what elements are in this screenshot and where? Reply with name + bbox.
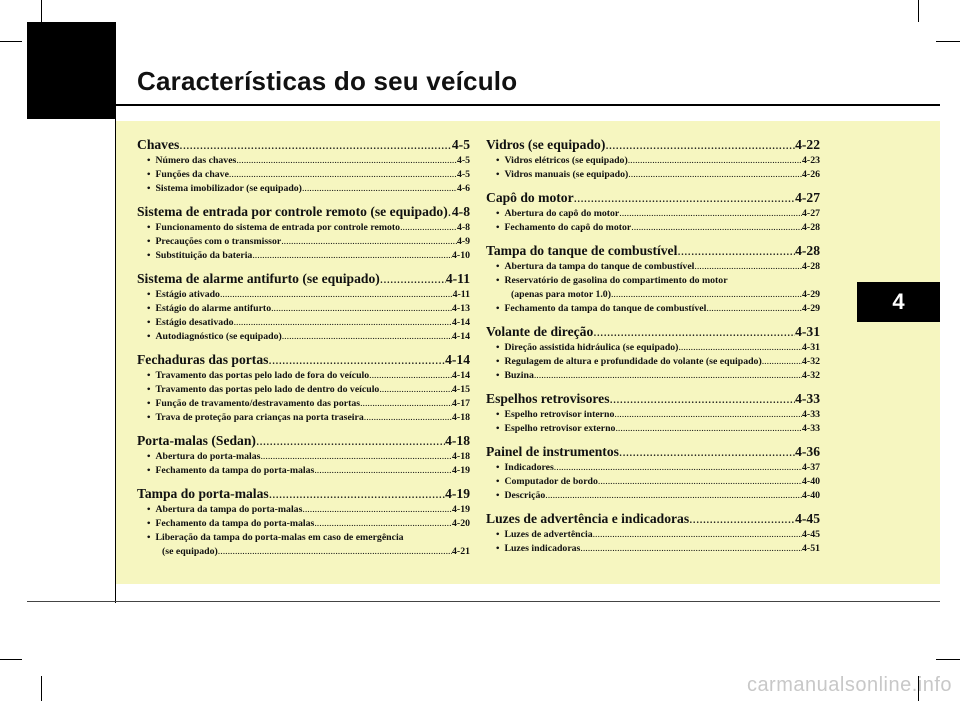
bullet: • bbox=[147, 331, 151, 342]
toc-entry-page: 4-36 bbox=[795, 444, 820, 459]
bullet: • bbox=[147, 398, 151, 409]
toc-subentry-title: Número das chaves bbox=[155, 155, 237, 166]
toc-subentry-continued[interactable] bbox=[137, 545, 470, 559]
dot-leader bbox=[229, 168, 457, 182]
toc-subentry[interactable] bbox=[137, 168, 470, 182]
toc-subentry[interactable] bbox=[137, 154, 470, 168]
toc-entry-page: 4-45 bbox=[795, 511, 820, 526]
bullet: • bbox=[496, 476, 500, 487]
toc-entry[interactable] bbox=[486, 242, 820, 260]
crop-mark bbox=[918, 0, 919, 22]
toc-subentry-title: Abertura do porta-malas bbox=[155, 451, 261, 462]
toc-subentry[interactable] bbox=[137, 249, 470, 263]
dot-leader bbox=[260, 450, 452, 464]
bullet: • bbox=[147, 155, 151, 166]
toc-entry[interactable] bbox=[137, 136, 470, 154]
bullet: • bbox=[496, 303, 500, 314]
bullet: • bbox=[496, 222, 500, 233]
toc-subentry-page: 4-18 bbox=[452, 451, 470, 462]
toc-subentry-page: 4-28 bbox=[802, 261, 820, 272]
dot-leader bbox=[611, 288, 802, 302]
toc-entry[interactable] bbox=[137, 203, 470, 221]
toc-section bbox=[137, 485, 470, 559]
toc-subentry[interactable] bbox=[137, 182, 470, 196]
toc-entry-title: Tampa do porta-malas bbox=[137, 486, 269, 501]
toc-column-right bbox=[486, 136, 820, 563]
toc-subentry-page: 4-14 bbox=[452, 317, 470, 328]
toc-subentry[interactable] bbox=[486, 461, 820, 475]
toc-section bbox=[486, 510, 820, 556]
bullet: • bbox=[496, 356, 500, 367]
dot-leader bbox=[706, 302, 802, 316]
toc-subentry-page: 4-32 bbox=[802, 370, 820, 381]
dot-leader bbox=[628, 168, 802, 182]
toc-entry[interactable] bbox=[137, 351, 470, 369]
toc-entry-page: 4-11 bbox=[445, 271, 470, 286]
dot-leader bbox=[400, 221, 457, 235]
toc-entry-page: 4-19 bbox=[445, 486, 470, 501]
toc-section bbox=[486, 323, 820, 383]
dot-leader bbox=[369, 369, 452, 383]
toc-subentry-page: 4-37 bbox=[802, 462, 820, 473]
toc-entry-title: Espelhos retrovisores bbox=[486, 391, 610, 406]
toc-subentry-page: 4-11 bbox=[452, 289, 470, 300]
toc-subentry[interactable] bbox=[486, 422, 820, 436]
toc-subentry-title: Vidros manuais (se equipado) bbox=[504, 169, 629, 180]
toc-subentry-page: 4-21 bbox=[452, 546, 470, 557]
toc-entry[interactable] bbox=[137, 270, 470, 288]
bullet: • bbox=[147, 303, 151, 314]
toc-subentry[interactable] bbox=[486, 260, 820, 274]
toc-subentry-page: 4-15 bbox=[452, 384, 470, 395]
toc-subentry-title: Abertura da tampa do porta-malas bbox=[155, 504, 303, 515]
dot-leader bbox=[580, 542, 802, 556]
dot-leader bbox=[364, 411, 452, 425]
toc-subentry[interactable] bbox=[486, 341, 820, 355]
toc-subentry-title: Direção assistida hidráulica (se equipado) bbox=[504, 342, 679, 353]
bullet: • bbox=[496, 490, 500, 501]
toc-subentry[interactable] bbox=[486, 369, 820, 383]
toc-subentry-continued[interactable] bbox=[486, 288, 820, 302]
toc-entry[interactable] bbox=[486, 323, 820, 341]
bullet: • bbox=[496, 342, 500, 353]
toc-subentry-page: 4-26 bbox=[802, 169, 820, 180]
bullet: • bbox=[147, 183, 151, 194]
bullet: • bbox=[147, 451, 151, 462]
bullet: • bbox=[147, 317, 151, 328]
toc-subentry-page: 4-19 bbox=[452, 465, 470, 476]
dot-leader bbox=[268, 351, 445, 369]
toc-subentry[interactable] bbox=[137, 503, 470, 517]
toc-subentry-title: Vidros elétricos (se equipado) bbox=[504, 155, 628, 166]
toc-subentry-title: Fechamento da tampa do tanque de combustível bbox=[504, 303, 707, 314]
toc-subentry[interactable] bbox=[486, 168, 820, 182]
toc-subentry[interactable] bbox=[137, 531, 470, 545]
toc-subentry[interactable] bbox=[137, 450, 470, 464]
bullet: • bbox=[496, 370, 500, 381]
toc-subentry-title: Computador de bordo bbox=[504, 476, 598, 487]
bullet: • bbox=[147, 289, 151, 300]
dot-leader bbox=[218, 545, 452, 559]
toc-entry[interactable] bbox=[137, 485, 470, 503]
bullet: • bbox=[496, 275, 500, 286]
toc-subentry-title: Estágio ativado bbox=[155, 289, 220, 300]
toc-entry-page: 4-8 bbox=[451, 204, 470, 219]
toc-entry-title: Sistema de alarme antifurto (se equipado) bbox=[137, 271, 380, 286]
dot-leader bbox=[269, 485, 445, 503]
toc-subentry[interactable] bbox=[137, 330, 470, 344]
header-rule bbox=[116, 104, 940, 106]
toc-subentry-title: Luzes indicadoras bbox=[504, 543, 581, 554]
toc-subentry-page: 4-45 bbox=[802, 529, 820, 540]
toc-entry-title: Fechaduras das portas bbox=[137, 352, 269, 367]
toc-entry[interactable] bbox=[486, 189, 820, 207]
chapter-tab[interactable] bbox=[857, 282, 940, 322]
toc-subentry[interactable] bbox=[486, 302, 820, 316]
toc-subentry-title: Espelho retrovisor interno bbox=[504, 409, 615, 420]
toc-subentry-page: 4-17 bbox=[452, 398, 470, 409]
bullet: • bbox=[147, 222, 151, 233]
dot-leader bbox=[282, 330, 452, 344]
crop-mark bbox=[0, 659, 22, 660]
crop-mark bbox=[0, 41, 22, 42]
toc-section bbox=[486, 443, 820, 503]
bullet: • bbox=[496, 543, 500, 554]
toc-entry-title: Painel de instrumentos bbox=[486, 444, 619, 459]
chapter-number: 4 bbox=[892, 289, 905, 314]
toc-subentry-page: 4-9 bbox=[456, 236, 470, 247]
toc-subentry-title: Reservatório de gasolina do compartimento do motor bbox=[504, 275, 728, 286]
bullet: • bbox=[496, 208, 500, 219]
toc-entry-page: 4-33 bbox=[795, 391, 820, 406]
toc-subentry-title: Função de travamento/destravamento das portas bbox=[155, 398, 361, 409]
toc-entry-title: Vidros (se equipado) bbox=[486, 137, 606, 152]
dot-leader bbox=[677, 242, 795, 260]
toc-column-left bbox=[137, 136, 470, 566]
toc-entry[interactable] bbox=[486, 390, 820, 408]
toc-entry-title: Sistema de entrada por controle remoto (se equipado) bbox=[137, 204, 448, 219]
dot-leader bbox=[605, 136, 795, 154]
toc-subentry-title: Descrição bbox=[504, 490, 546, 501]
toc-subentry-page: 4-13 bbox=[452, 303, 470, 314]
dot-leader bbox=[593, 323, 795, 341]
toc-subentry-title: Abertura da tampa do tanque de combustível bbox=[504, 261, 695, 272]
toc-section bbox=[137, 351, 470, 425]
toc-subentry[interactable] bbox=[486, 475, 820, 489]
toc-section bbox=[486, 242, 820, 316]
toc-section bbox=[137, 270, 470, 344]
bullet: • bbox=[147, 169, 151, 180]
toc-subentry-page: 4-5 bbox=[456, 169, 470, 180]
toc-entry[interactable] bbox=[486, 443, 820, 461]
crop-mark bbox=[41, 676, 42, 701]
dot-leader bbox=[302, 503, 452, 517]
dot-leader bbox=[574, 189, 795, 207]
dot-leader bbox=[628, 154, 802, 168]
toc-subentry-title: Sistema imobilizador (se equipado) bbox=[155, 183, 302, 194]
toc-subentry-page: 4-28 bbox=[802, 222, 820, 233]
bullet: • bbox=[147, 518, 151, 529]
dot-leader bbox=[179, 136, 452, 154]
toc-subentry-title: Abertura do capô do motor bbox=[504, 208, 620, 219]
toc-entry-title: Porta-malas (Sedan) bbox=[137, 433, 256, 448]
toc-subentry[interactable] bbox=[137, 464, 470, 478]
toc-entry-page: 4-31 bbox=[795, 324, 820, 339]
toc-entry-page: 4-14 bbox=[445, 352, 470, 367]
dot-leader bbox=[534, 369, 802, 383]
crop-mark bbox=[41, 0, 42, 22]
toc-subentry-title: Buzina bbox=[504, 370, 534, 381]
toc-section bbox=[137, 432, 470, 478]
dot-leader bbox=[619, 443, 795, 461]
dot-leader bbox=[271, 302, 452, 316]
bullet: • bbox=[496, 529, 500, 540]
toc-subentry-title: Liberação da tampa do porta-malas em caso de emergência bbox=[155, 532, 404, 543]
toc-entry-title: Tampa do tanque de combustível bbox=[486, 243, 678, 258]
toc-subentry-title: Precauções com o transmissor bbox=[155, 236, 282, 247]
toc-subentry-page: 4-29 bbox=[802, 289, 820, 300]
toc-entry-page: 4-18 bbox=[445, 433, 470, 448]
watermark: carmanualsonline.info bbox=[746, 674, 952, 696]
toc-subentry[interactable] bbox=[137, 411, 470, 425]
bullet: • bbox=[147, 412, 151, 423]
toc-section bbox=[486, 136, 820, 182]
corner-block bbox=[27, 22, 116, 119]
toc-subentry-page: 4-33 bbox=[802, 423, 820, 434]
toc-subentry-title: Travamento das portas pelo lado de dentro do veículo bbox=[155, 384, 380, 395]
toc-subentry[interactable] bbox=[137, 288, 470, 302]
toc-subentry[interactable] bbox=[486, 355, 820, 369]
toc-subentry[interactable] bbox=[486, 542, 820, 556]
bullet: • bbox=[496, 261, 500, 272]
bullet: • bbox=[496, 423, 500, 434]
bullet: • bbox=[147, 504, 151, 515]
toc-subentry-page: 4-20 bbox=[452, 518, 470, 529]
toc-subentry-page: 4-27 bbox=[802, 208, 820, 219]
toc-subentry-page: 4-33 bbox=[802, 409, 820, 420]
toc-subentry-page: 4-23 bbox=[802, 155, 820, 166]
toc-subentry-page: 4-14 bbox=[452, 370, 470, 381]
bullet: • bbox=[496, 155, 500, 166]
toc-entry-title: Capô do motor bbox=[486, 190, 574, 205]
toc-subentry-title: Substituição da bateria bbox=[155, 250, 253, 261]
toc-subentry-title: Luzes de advertência bbox=[504, 529, 593, 540]
toc-subentry[interactable] bbox=[137, 369, 470, 383]
dot-leader bbox=[619, 207, 802, 221]
dot-leader bbox=[379, 383, 452, 397]
toc-subentry-page: 4-51 bbox=[802, 543, 820, 554]
toc-subentry[interactable] bbox=[486, 274, 820, 288]
toc-subentry-title: Regulagem de altura e profundidade do volante (se equipado) bbox=[504, 356, 762, 367]
toc-subentry-title: Fechamento da tampa do porta-malas bbox=[155, 465, 315, 476]
bullet: • bbox=[147, 384, 151, 395]
toc-subentry-page: 4-19 bbox=[452, 504, 470, 515]
dot-leader bbox=[234, 316, 452, 330]
toc-entry-page: 4-5 bbox=[451, 137, 470, 152]
toc-subentry-title: Funções da chave bbox=[155, 169, 229, 180]
bullet: • bbox=[496, 462, 500, 473]
toc-section bbox=[137, 136, 470, 196]
toc-entry-page: 4-22 bbox=[795, 137, 820, 152]
dot-leader bbox=[314, 517, 452, 531]
bullet: • bbox=[147, 250, 151, 261]
toc-subentry-title: Funcionamento do sistema de entrada por controle remoto bbox=[155, 222, 401, 233]
toc-subentry[interactable] bbox=[137, 397, 470, 411]
toc-entry-page: 4-27 bbox=[795, 190, 820, 205]
toc-subentry-title: Fechamento do capô do motor bbox=[504, 222, 632, 233]
toc-subentry[interactable] bbox=[137, 316, 470, 330]
toc-subentry-page: 4-5 bbox=[456, 155, 470, 166]
toc-subentry[interactable] bbox=[137, 302, 470, 316]
bullet: • bbox=[147, 465, 151, 476]
dot-leader bbox=[678, 341, 802, 355]
page-title: Características do seu veículo bbox=[137, 66, 518, 96]
toc-entry-title: Volante de direção bbox=[486, 324, 594, 339]
toc-subentry-title: Autodiagnóstico (se equipado) bbox=[155, 331, 282, 342]
bullet: • bbox=[147, 236, 151, 247]
dot-leader bbox=[631, 221, 802, 235]
toc-subentry[interactable] bbox=[486, 528, 820, 542]
dot-leader bbox=[609, 390, 795, 408]
toc-entry-title: Chaves bbox=[137, 137, 180, 152]
toc-subentry-page: 4-40 bbox=[802, 476, 820, 487]
toc-subentry-page: 4-14 bbox=[452, 331, 470, 342]
toc-subentry[interactable] bbox=[137, 517, 470, 531]
dot-leader bbox=[689, 510, 795, 528]
toc-subentry[interactable] bbox=[486, 154, 820, 168]
bullet: • bbox=[496, 409, 500, 420]
toc-entry-page: 4-28 bbox=[795, 243, 820, 258]
toc-subentry-page: 4-10 bbox=[452, 250, 470, 261]
toc-section bbox=[137, 203, 470, 263]
toc-subentry-title: Fechamento da tampa do porta-malas bbox=[155, 518, 315, 529]
bullet: • bbox=[147, 532, 151, 543]
dot-leader bbox=[694, 260, 802, 274]
bullet: • bbox=[496, 169, 500, 180]
toc-subentry-title: (apenas para motor 1.0) bbox=[511, 289, 611, 300]
toc-subentry-page: 4-32 bbox=[802, 356, 820, 367]
toc-subentry[interactable] bbox=[137, 235, 470, 249]
toc-entry[interactable] bbox=[137, 432, 470, 450]
dot-leader bbox=[593, 528, 802, 542]
toc-subentry-title: (se equipado) bbox=[162, 546, 218, 557]
toc-subentry-title: Estágio do alarme antifurto bbox=[155, 303, 272, 314]
toc-subentry-page: 4-18 bbox=[452, 412, 470, 423]
toc-subentry-title: Espelho retrovisor externo bbox=[504, 423, 616, 434]
toc-subentry[interactable] bbox=[486, 489, 820, 503]
toc-subentry-page: 4-29 bbox=[802, 303, 820, 314]
dot-leader bbox=[256, 432, 445, 450]
toc-subentry-page: 4-40 bbox=[802, 490, 820, 501]
toc-subentry-page: 4-6 bbox=[456, 183, 470, 194]
dot-leader bbox=[360, 397, 452, 411]
dot-leader bbox=[380, 270, 446, 288]
toc-section bbox=[486, 189, 820, 235]
toc-entry[interactable] bbox=[486, 510, 820, 528]
toc-entry-title: Luzes de advertência e indicadoras bbox=[486, 511, 690, 526]
toc-subentry[interactable] bbox=[486, 221, 820, 235]
toc-subentry-page: 4-31 bbox=[802, 342, 820, 353]
dot-leader bbox=[236, 154, 457, 168]
dot-leader bbox=[598, 475, 802, 489]
footer-rule bbox=[27, 601, 940, 602]
dot-leader bbox=[614, 408, 802, 422]
toc-subentry[interactable] bbox=[486, 207, 820, 221]
dot-leader bbox=[615, 422, 802, 436]
toc-subentry-page: 4-8 bbox=[456, 222, 470, 233]
crop-mark bbox=[936, 659, 960, 660]
dot-leader bbox=[281, 235, 457, 249]
dot-leader bbox=[554, 461, 802, 475]
toc-subentry-title: Travamento das portas pelo lado de fora do veículo bbox=[155, 370, 370, 381]
toc-subentry-title: Trava de proteção para crianças na porta traseira bbox=[155, 412, 364, 423]
dot-leader bbox=[302, 182, 457, 196]
toc-entry[interactable] bbox=[486, 136, 820, 154]
toc-subentry[interactable] bbox=[137, 221, 470, 235]
toc-subentry[interactable] bbox=[486, 408, 820, 422]
dot-leader bbox=[252, 249, 452, 263]
dot-leader bbox=[545, 489, 802, 503]
toc-subentry-title: Estágio desativado bbox=[155, 317, 234, 328]
crop-mark bbox=[936, 41, 960, 42]
toc-section bbox=[486, 390, 820, 436]
dot-leader bbox=[220, 288, 453, 302]
dot-leader bbox=[314, 464, 452, 478]
bullet: • bbox=[147, 370, 151, 381]
toc-subentry-title: Indicadores bbox=[504, 462, 554, 473]
dot-leader bbox=[762, 355, 802, 369]
toc-subentry[interactable] bbox=[137, 383, 470, 397]
